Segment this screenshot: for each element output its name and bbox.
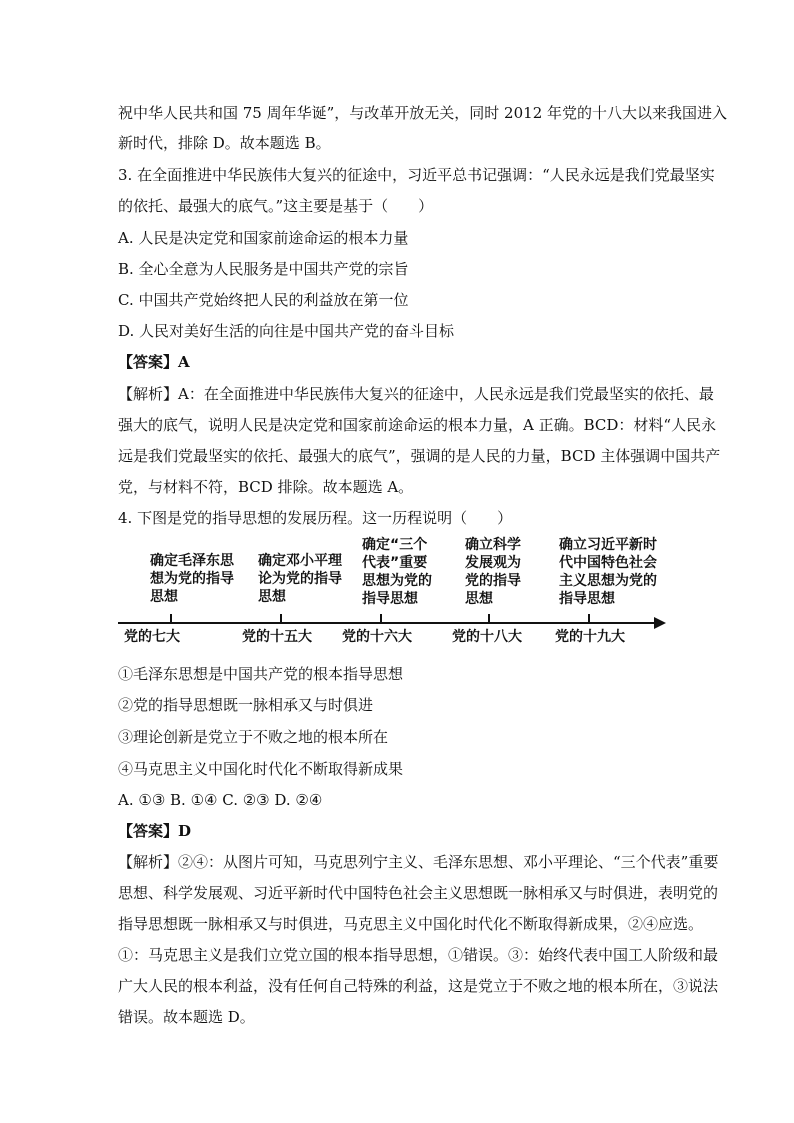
timeline-tick-3 <box>380 614 382 623</box>
question-4-analysis-line-6: 错误。故本题选 D。 <box>118 1008 255 1026</box>
question-4-analysis-line-2: 思想、科学发展观、习近平新时代中国特色社会主义思想既一脉相承又与时俱进，表明党的 <box>118 884 719 902</box>
question-3-analysis-line-2: 强大的底气，说明人民是决定党和国家前途命运的根本力量，A 正确。BCD：材料“人民永 <box>118 416 717 434</box>
timeline-tick-4 <box>488 614 490 623</box>
question-3-option-a: A. 人民是决定党和国家前途命运的根本力量 <box>118 229 409 247</box>
question-4-analysis-line-4: ①：马克思主义是我们立党立国的根本指导思想，①错误。③：始终代表中国工人阶级和最 <box>118 946 719 964</box>
timeline-event-1-text: 确定毛泽东思 想为党的指导 思想 <box>150 553 234 605</box>
question-4-analysis-line-1: 【解析】②④：从图片可知，马克思列宁主义、毛泽东思想、邓小平理论、“三个代表”重要 <box>118 853 719 871</box>
question-4-statement-3: ③理论创新是党立于不败之地的根本所在 <box>118 728 389 746</box>
timeline-tick-2 <box>280 614 282 623</box>
timeline-event-4-text: 确立科学 发展观为 党的指导 思想 <box>465 537 521 607</box>
timeline-label-7th: 党的七大 <box>124 629 180 645</box>
question-3-option-b: B. 全心全意为人民服务是中国共产党的宗旨 <box>118 260 409 278</box>
timeline-label-15th: 党的十五大 <box>242 629 312 645</box>
intro-line-2: 新时代，排除 D。故本题选 B。 <box>118 134 331 152</box>
question-3-option-d: D. 人民对美好生活的向往是中国共产党的奋斗目标 <box>118 322 455 340</box>
question-4-analysis-line-3: 指导思想既一脉相承又与时俱进，马克思主义中国化时代化不断取得新成果，②④应选。 <box>118 915 704 933</box>
timeline-event-3-text: 确定“三个 代表”重要 思想为党的 指导思想 <box>362 537 432 607</box>
question-4-statement-1: ①毛泽东思想是中国共产党的根本指导思想 <box>118 665 404 683</box>
question-3-analysis-line-3: 远是我们党最坚实的依托、最强大的底气”，强调的是人民的力量，BCD 主体强调中国共产 <box>118 447 721 465</box>
timeline-label-19th: 党的十九大 <box>555 629 625 645</box>
timeline-label-16th: 党的十六大 <box>342 629 412 645</box>
question-4-statement-2: ②党的指导思想既一脉相承又与时俱进 <box>118 696 374 714</box>
timeline-label-18th: 党的十八大 <box>452 629 522 645</box>
timeline-tick-5 <box>588 614 590 623</box>
timeline-event-5-text: 确立习近平新时 代中国特色社会 主义思想为党的 指导思想 <box>559 537 657 607</box>
timeline-tick-1 <box>170 614 172 623</box>
question-3-analysis-line-1: 【解析】A：在全面推进中华民族伟大复兴的征途中，人民永远是我们党最坚实的依托、最 <box>118 385 714 403</box>
question-3-answer: 【答案】A <box>118 353 190 371</box>
question-3-stem-line-1: 3. 在全面推进中华民族伟大复兴的征途中，习近平总书记强调：“人民永远是我们党最坚实 <box>118 166 715 184</box>
question-3-stem-line-2: 的依托、最强大的底气。”这主要是基于（ ） <box>118 197 434 215</box>
question-4-answer: 【答案】D <box>118 822 192 840</box>
timeline-diagram <box>118 536 670 648</box>
question-4-analysis-line-5: 广大人民的根本利益，没有任何自己特殊的利益，这是党立于不败之地的根本所在，③说法 <box>118 977 719 995</box>
question-3-analysis-line-4: 党，与材料不符，BCD 排除。故本题选 A。 <box>118 478 414 496</box>
question-3-option-c: C. 中国共产党始终把人民的利益放在第一位 <box>118 291 409 309</box>
timeline-event-2-text: 确定邓小平理 论为党的指导 思想 <box>258 553 342 605</box>
timeline-arrow-icon <box>654 617 666 629</box>
intro-line-1: 祝中华人民共和国 75 周年华诞”，与改革开放无关，同时 2012 年党的十八大以来我国进入 <box>118 104 728 122</box>
question-4-choices: A. ①③ B. ①④ C. ②③ D. ②④ <box>118 791 323 809</box>
timeline-axis <box>118 622 656 624</box>
question-4-statement-4: ④马克思主义中国化时代化不断取得新成果 <box>118 760 404 778</box>
question-4-stem: 4. 下图是党的指导思想的发展历程。这一历程说明（ ） <box>118 509 513 527</box>
